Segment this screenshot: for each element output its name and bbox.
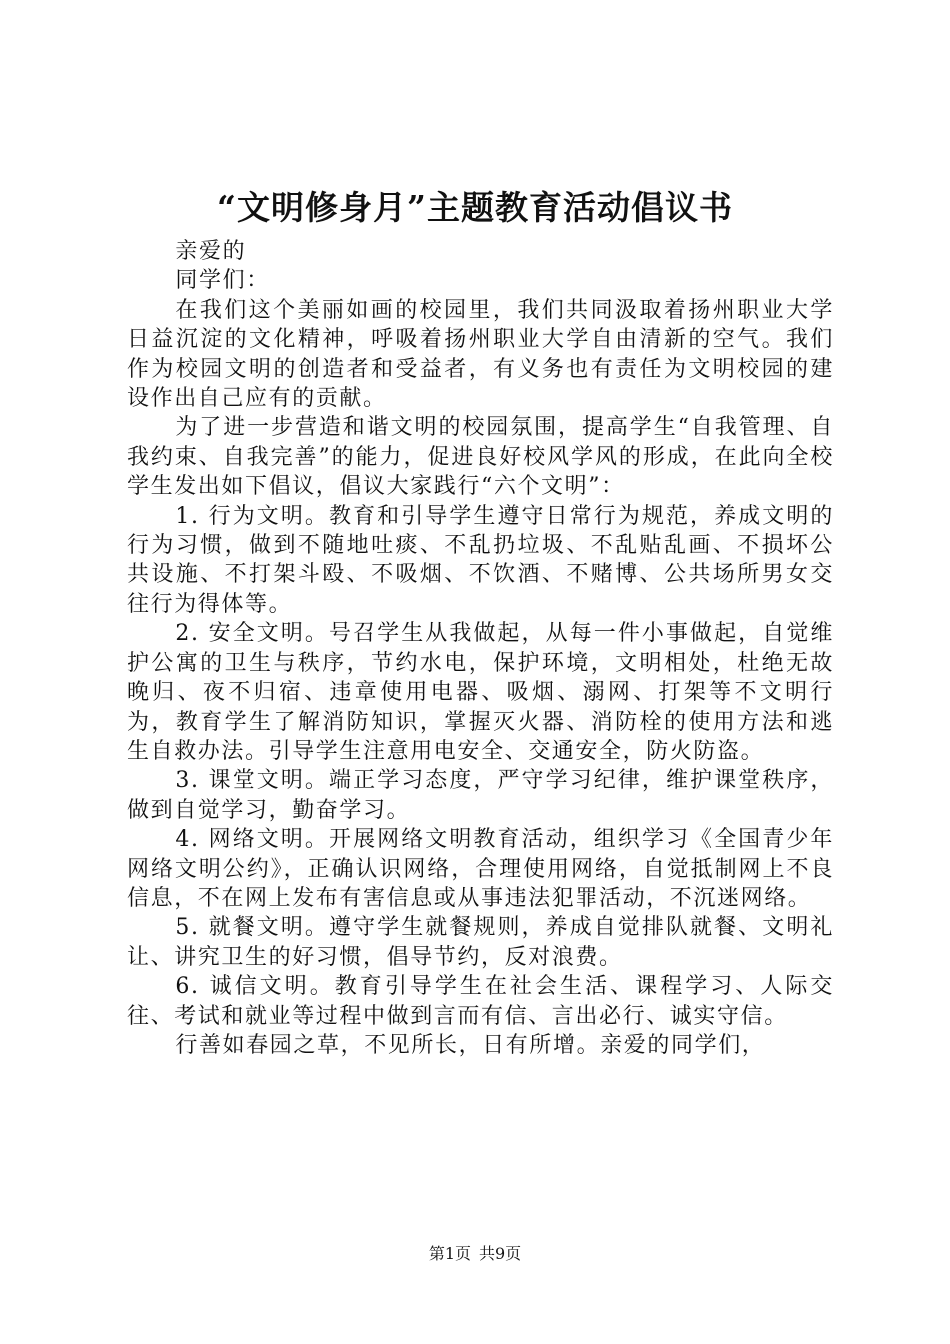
document-title: “文明修身月”主题教育活动倡议书: [217, 188, 733, 227]
body-paragraph: 3. 课堂文明。端正学习态度，严守学习纪律，维护课堂秩序，做到自觉学习，勤奋学习。: [127, 768, 834, 823]
page-footer: [0, 1243, 950, 1265]
body-paragraph: 4. 网络文明。开展网络文明教育活动，组织学习《全国青少年网络文明公约》，正确认识网络，合理使用网络，自觉抵制网上不良信息，不在网上发布有害信息或从事违法犯罪活动，不沉迷网络。: [127, 827, 834, 911]
greeting-line: 亲爱的: [175, 239, 247, 264]
body-paragraph: 1. 行为文明。教育和引导学生遵守日常行为规范，养成文明的行为习惯，做到不随地吐痰、不乱扔垃圾、不乱贴乱画、不损坏公共设施、不打架斗殴、不吸烟、不饮酒、不赌博、公共场所男女交往行为得体等。: [127, 503, 834, 617]
body-paragraph: 为了进一步营造和谐文明的校园氛围，提高学生“自我管理、自我约束、自我完善”的能力，促进良好校风学风的形成，在此向全校学生发出如下倡议，倡议大家践行“六个文明”：: [127, 415, 834, 500]
body-paragraph: 6. 诚信文明。教育引导学生在社会生活、课程学习、人际交往、考试和就业等过程中做到言而有信、言出必行、诚实守信。: [127, 974, 834, 1029]
body-paragraph: 行善如春园之草，不见所长，日有所增。亲爱的同学们，: [175, 1032, 766, 1058]
body-paragraph: 2. 安全文明。号召学生从我做起，从每一件小事做起，自觉维护公寓的卫生与秩序，节约水电，保护环境，文明相处，杜绝无故晚归、夜不归宿、违章使用电器、吸烟、溺网、打架等不文明行为，教育学生了解消防知识，掌握灭火器、消防栓的使用方法和逃生自救办法。引导学生注意用电安全、交通安全，防火防盗。: [127, 621, 834, 764]
page-number: 第1页: [428, 1244, 471, 1263]
body-paragraph: 5. 就餐文明。遵守学生就餐规则，养成自觉排队就餐、文明礼让、讲究卫生的好习惯，倡导节约，反对浪费。: [127, 915, 834, 970]
page-total: 共9页: [479, 1244, 522, 1263]
document-body: [127, 237, 834, 1060]
body-paragraph: 在我们这个美丽如画的校园里，我们共同汲取着扬州职业大学日益沉淀的文化精神，呼吸着扬州职业大学自由清新的空气。我们作为校园文明的创造者和受益者，有义务也有责任为文明校园的建设作出自己应有的贡献。: [127, 297, 834, 412]
greeting-line: 同学们：: [175, 268, 270, 294]
